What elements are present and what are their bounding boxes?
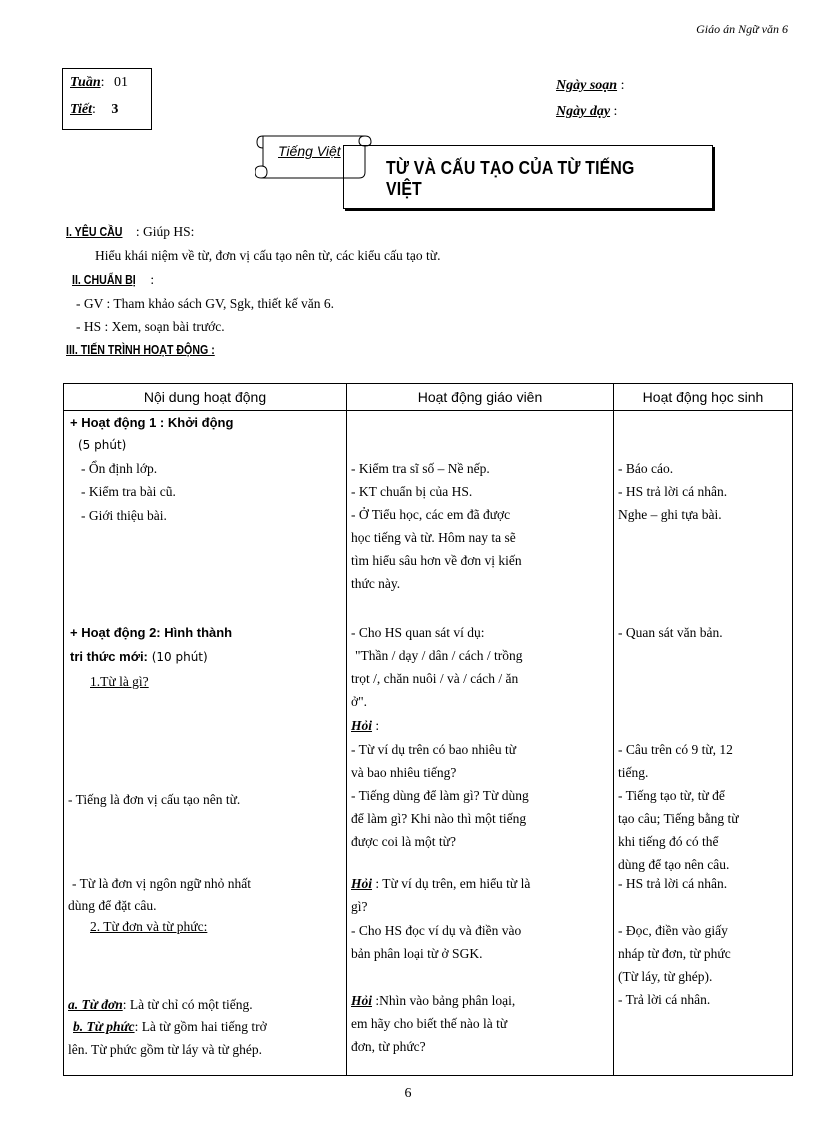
activity-1-title: + Hoạt động 1 : Khởi động <box>70 415 234 430</box>
teacher-line: - Ở Tiểu học, các em đã được <box>351 507 511 522</box>
teacher-line: bản phân loại từ ở SGK. <box>351 946 483 961</box>
teacher-line: tìm hiểu sâu hơn về đơn vị kiến <box>351 553 522 568</box>
teacher-line: và bao nhiêu tiếng? <box>351 765 457 780</box>
definition-a: a. Từ đơn: Là từ chỉ có một tiếng. <box>68 997 253 1012</box>
activity-1-time: (5 phút) <box>78 438 127 452</box>
process-heading: III. TIẾN TRÌNH HOẠT ĐỘNG : <box>66 343 215 357</box>
definition-b-line2: lên. Từ phức gồm từ láy và từ ghép. <box>68 1042 262 1057</box>
student-line: tạo câu; Tiếng bằng từ <box>618 811 739 826</box>
student-line: - Câu trên có 9 từ, 12 <box>618 742 733 757</box>
period-label: Tiết <box>70 102 93 117</box>
student-line: - HS trả lời cá nhân. <box>618 876 728 891</box>
preparation-colon: : <box>147 272 155 287</box>
teach-date: Ngày dạy : <box>556 104 618 119</box>
subject-label: Tiếng Việt <box>278 143 341 159</box>
teacher-question-1: Hỏi : <box>351 718 380 733</box>
activity-1-item: - Kiểm tra bài cũ. <box>81 484 176 499</box>
student-line: nháp từ đơn, từ phức <box>618 946 731 961</box>
requirements-line <box>66 224 194 240</box>
preparation-teacher: - GV : Tham khảo sách GV, Sgk, thiết kế văn 6. <box>76 296 334 311</box>
student-line: tiếng. <box>618 765 649 780</box>
teacher-line: đơn, từ phức? <box>351 1039 426 1054</box>
student-line: - Báo cáo. <box>618 461 674 476</box>
student-line: - Đọc, điền vào giấy <box>618 923 728 938</box>
requirements-lead: : Giúp HS: <box>132 224 195 239</box>
preparation-heading: II. CHUẨN BỊ <box>72 273 136 287</box>
content-paragraph: - Tiếng là đơn vị cấu tạo nên từ. <box>68 792 241 807</box>
week-period-box <box>62 68 152 130</box>
period-value: 3 <box>111 102 119 117</box>
teach-date-label: Ngày dạy <box>556 104 611 119</box>
activity-2-title-line2: tri thức mới: (10 phút) <box>70 649 208 664</box>
prep-date: Ngày soạn : <box>556 78 625 93</box>
header-content: Nội dung hoạt động <box>64 384 347 411</box>
week-row: Tuần: 01 <box>70 75 128 90</box>
preparation-student: - HS : Xem, soạn bài trước. <box>76 319 225 334</box>
content-paragraph: dùng để đặt câu. <box>68 898 157 913</box>
student-column <box>614 411 793 1076</box>
teacher-column <box>347 411 614 1076</box>
lesson-title: TỪ VÀ CẤU TẠO CỦA TỪ TIẾNG VIỆT <box>386 158 635 199</box>
teacher-line: trọt /, chăn nuôi / và / cách / ăn <box>351 671 519 686</box>
activity-1-item: - Giới thiệu bài. <box>81 508 167 523</box>
requirements-text: Hiểu khái niệm về từ, đơn vị cấu tạo nên từ, các kiểu cấu tạo từ. <box>95 248 441 263</box>
header-student: Hoạt động học sinh <box>614 384 793 411</box>
prep-date-label: Ngày soạn <box>556 78 618 93</box>
page-number: 6 <box>404 1086 412 1101</box>
requirements-heading: I. YÊU CẦU <box>66 225 123 239</box>
teacher-line: - Từ ví dụ trên có bao nhiêu từ <box>351 742 517 757</box>
student-line: - Tiếng tạo từ, từ để <box>618 788 725 803</box>
student-line: - Trả lời cá nhân. <box>618 992 711 1007</box>
student-line: - Quan sát văn bản. <box>618 625 723 640</box>
preparation-line <box>72 272 154 288</box>
teacher-question-3: Hỏi :Nhìn vào bảng phân loại, <box>351 993 516 1008</box>
question-1-heading: 1.Từ là gì? <box>90 674 149 689</box>
activity-2-title: + Hoạt động 2: Hình thành <box>70 625 233 640</box>
teacher-line: để làm gì? Khi nào thì một tiếng <box>351 811 527 826</box>
teacher-line: - KT chuẩn bị của HS. <box>351 484 473 499</box>
week-value: 01 <box>114 75 128 90</box>
teacher-line: em hãy cho biết thế nào là từ <box>351 1016 508 1031</box>
activity-1-item: - Ổn định lớp. <box>81 461 158 476</box>
teacher-line: - Cho HS quan sát ví dụ: <box>351 625 485 640</box>
table-header-row <box>64 384 793 411</box>
table-body-row <box>64 411 793 1076</box>
student-line: khi tiếng đó có thể <box>618 834 719 849</box>
teacher-line: - Cho HS đọc ví dụ và điền vào <box>351 923 522 938</box>
teacher-line: - Tiếng dùng để làm gì? Từ dùng <box>351 788 529 803</box>
student-line: Nghe – ghi tựa bài. <box>618 507 722 522</box>
teacher-line: học tiếng và từ. Hôm nay ta sẽ <box>351 530 516 545</box>
question-2-heading: 2. Từ đơn và từ phức: <box>90 919 208 934</box>
week-label: Tuần <box>70 75 101 90</box>
lesson-title-box <box>343 145 713 209</box>
header-note: Giáo án Ngữ văn 6 <box>696 22 788 36</box>
teacher-line: ở". <box>351 694 368 709</box>
teacher-line: được coi là một từ? <box>351 834 456 849</box>
period-row: Tiết: 3 <box>70 102 119 117</box>
content-paragraph: - Từ là đơn vị ngôn ngữ nhỏ nhất <box>72 876 252 891</box>
header-teacher: Hoạt động giáo viên <box>347 384 614 411</box>
teacher-line: gì? <box>351 899 368 914</box>
teacher-line: "Thần / dạy / dân / cách / trồng <box>355 648 523 663</box>
definition-b: b. Từ phức: Là từ gồm hai tiếng trở <box>73 1019 267 1034</box>
student-line: dùng để tạo nên câu. <box>618 857 730 872</box>
lesson-plan-table <box>63 383 793 1076</box>
student-line: - HS trả lời cá nhân. <box>618 484 728 499</box>
student-line: (Từ láy, từ ghép). <box>618 969 713 984</box>
content-column <box>64 411 347 1076</box>
teacher-question-2: Hỏi : Từ ví dụ trên, em hiểu từ là <box>351 876 531 891</box>
teacher-line: thức này. <box>351 576 401 591</box>
teacher-line: - Kiểm tra sĩ số – Nề nếp. <box>351 461 490 476</box>
